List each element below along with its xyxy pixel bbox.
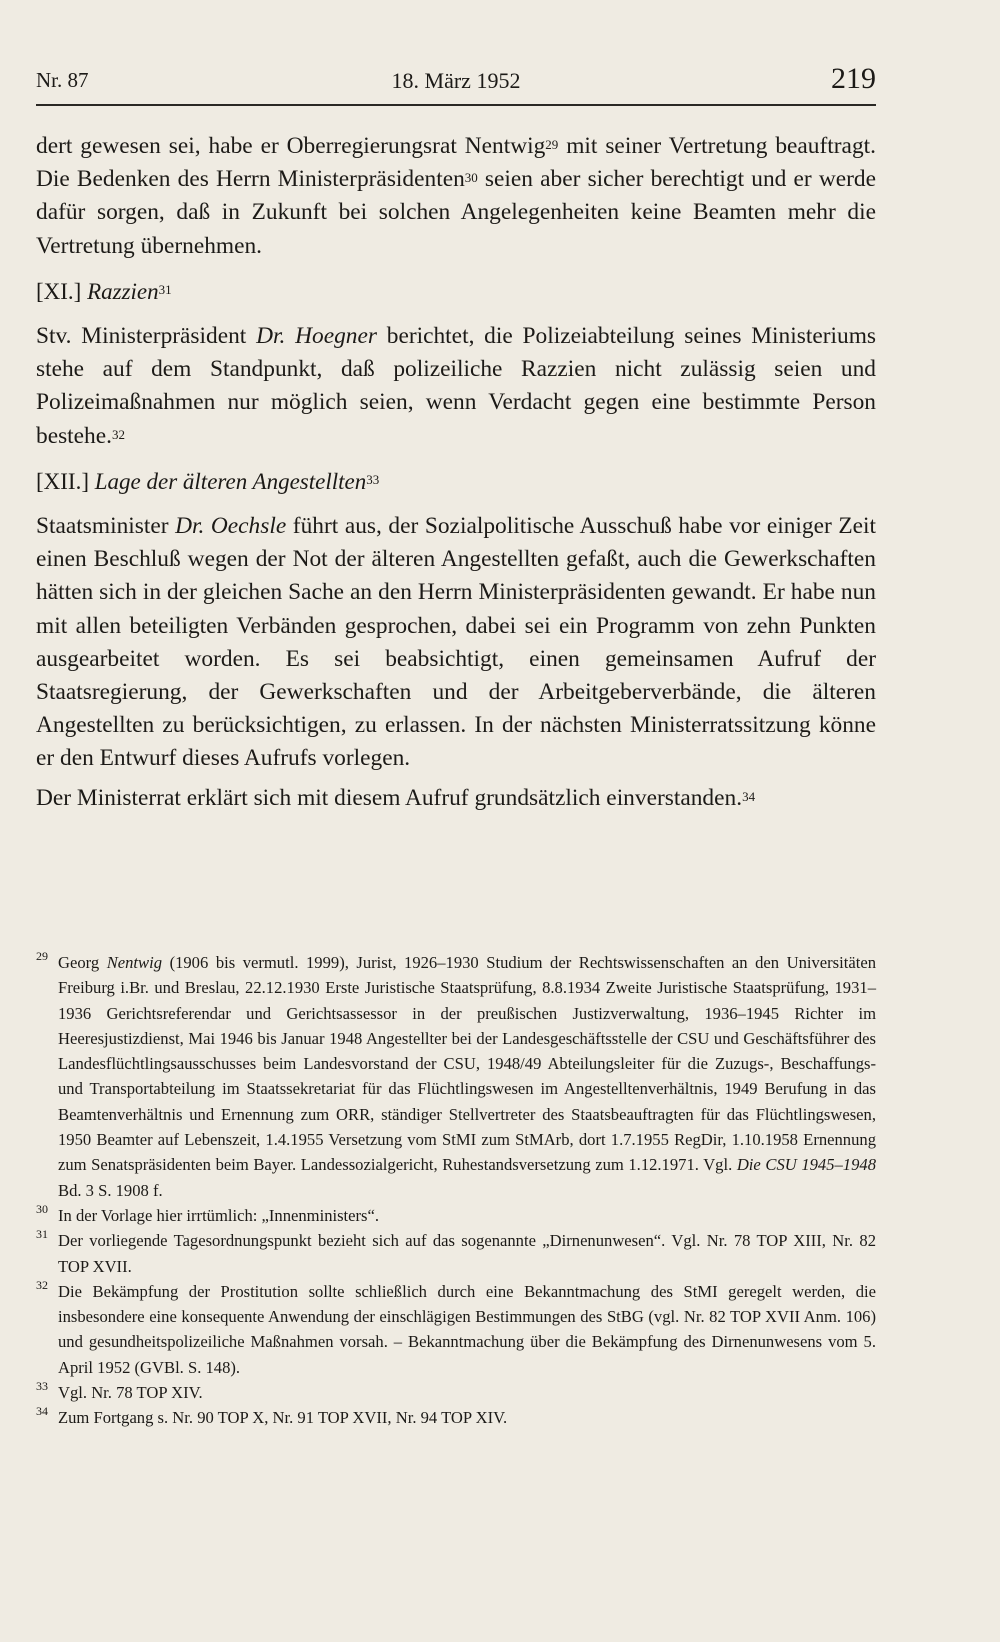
heading-title: Razzien xyxy=(87,278,159,304)
page-number: 219 xyxy=(831,62,876,95)
heading-number: [XI.] xyxy=(36,278,88,304)
footnote-ref-29: 29 xyxy=(545,137,559,152)
footnote-number: 34 xyxy=(36,1404,48,1419)
paragraph-resolution xyxy=(36,782,876,815)
text-run: führt aus, der Sozialpolitische Ausschuß habe vor einiger Zeit einen Beschluß wegen der Not der älteren Angestellten gefaßt, auch die Gewerkschaften hätten sich in der gleichen Sache an den Herrn Ministerpräsidenten gewandt. Er habe nun mit allen beteiligten Verbänden gesprochen, dabei sei ein Programm von zehn Punkten ausgearbeitet worden. Es sei beabsichtigt, einen gemeinsamen Aufruf der Staatsregierung, der Gewerkschaften und der Arbeitgeberverbände, die älteren Angestellten zu berücksichtigen, zu erlassen. In der nächsten Ministerratssitzung könne er den Entwurf dieses Aufrufs vorlegen. xyxy=(36,513,876,772)
footnote-ref-34: 34 xyxy=(742,788,756,804)
speaker-name: Dr. Hoegner xyxy=(256,323,377,350)
document-number: Nr. 87 xyxy=(36,68,89,92)
text-run: Staatsminister xyxy=(36,513,176,540)
footnote-ref-30: 30 xyxy=(464,170,478,186)
person-name: Nentwig xyxy=(106,953,163,972)
text-run: mit seiner Vertretung beauftragt. Die Bedenken des Herrn Ministerpräsidenten xyxy=(36,133,876,193)
text-run: berichtet, die Polizeiabteilung seines Ministeriums stehe auf dem Standpunkt, daß polizeiliche Razzien nicht zulässig seien und Polizeimaßnahmen nur möglich seien, wenn Verdacht gegen eine bestimmte Person bestehe. xyxy=(36,323,877,449)
footnote-31 xyxy=(36,1228,876,1279)
footnote-number: 29 xyxy=(36,949,48,963)
text-run: Der Ministerrat erklärt sich mit diesem Aufruf grundsätzlich einverstanden. xyxy=(36,784,743,811)
paragraph-hoegner xyxy=(36,320,876,453)
running-header xyxy=(36,62,876,106)
footnote-ref-32: 32 xyxy=(112,426,125,442)
text-run: (1906 bis vermutl. 1999), Jurist, 1926–1930 Studium der Rechtswissenschaften an den Universitäten Freiburg i.Br. und Breslau, 22.12.1930 Erste Juristische Staatsprüfung, 8.8.1934 Zweite Juristische Staatsprüfung, 1931–1936 Gerichtsreferendar und Gerichtsassessor in der preußischen Justizverwaltung, 1936–1945 Richter im Heeresjustizdienst, Mai 1946 bis Januar 1948 Angestellter bei der Landesgeschäftsstelle der CSU und Geschäftsführer des Landesflüchtlingsausschusses beim Landesvorstand der CSU, 1948/49 Abteilungsleiter für die Zuzugs-, Beschaffungs- und Transportabteilung im Staatssekretariat für das Flüchtlingswesen im Angestelltenverhältnis, 1949 Berufung in das Beamtenverhältnis und Ernennung zum ORR, ständiger Stellvertreter des Staatsbeauftragten für das Flüchtlingswesen, 1950 Beamter auf Lebenszeit, 1.4.1955 Versetzung vom StMI zum StMArb, dort 1.7.1955 RegDir, 1.10.1958 Ernennung zum Senatspräsidenten beim Bayer. Landessozialgericht, Ruhestandsversetzung zum 1.12.1971. Vgl. xyxy=(58,953,876,1175)
footnote-text: Der vorliegende Tagesordnungspunkt bezieht sich auf das sogenannte „Dirnenunwesen“. Vgl. Nr. 78 TOP XIII, Nr. 82 TOP XVII. xyxy=(58,1231,876,1276)
text-run: Stv. Ministerpräsident xyxy=(36,323,257,350)
footnote-34 xyxy=(36,1405,876,1430)
speaker-name: Dr. Oechsle xyxy=(175,513,287,540)
footnote-ref-31: 31 xyxy=(158,281,172,297)
footnotes xyxy=(36,950,876,1431)
text-run: dert gewesen sei, habe er Oberregierungsrat Nentwig xyxy=(36,133,546,159)
footnote-text: In der Vorlage hier irrtümlich: „Innenministers“. xyxy=(58,1205,380,1225)
heading-title: Lage der älteren Angestellten xyxy=(94,468,367,494)
footnote-text: Vgl. Nr. 78 TOP XIV. xyxy=(58,1383,203,1403)
heading-number: [XII.] xyxy=(36,468,95,494)
agenda-heading-xii xyxy=(36,465,876,498)
text-run: Georg xyxy=(58,953,107,972)
footnote-number: 30 xyxy=(36,1201,48,1216)
text-run: seien aber sicher berechtigt und er werde dafür sorgen, daß in Zukunft bei solchen Angelegenheiten keine Beamten mehr die Vertretung übernehmen. xyxy=(36,166,876,259)
footnote-text: Die Bekämpfung der Prostitution sollte schließlich durch eine Bekanntmachung des StMI geregelt werden, die insbesondere eine konsequente Anwendung der einschlägigen Bestimmungen des StBG (vgl. Nr. 82 TOP XVII Anm. 106) und gesundheitspolizeiliche Maßnahmen vorsah. – Bekanntmachung über die Bekämpfung des Dirnenunwesens vom 5. April 1952 (GVBl. S. 148). xyxy=(58,1281,876,1377)
paragraph-oechsle xyxy=(36,510,876,776)
footnote-number: 32 xyxy=(36,1277,48,1292)
book-title: Die CSU 1945–1948 xyxy=(736,1155,876,1175)
paragraph-continuation xyxy=(36,130,876,263)
footnote-32 xyxy=(36,1279,876,1380)
footnote-text xyxy=(58,950,876,1203)
header-date: 18. März 1952 xyxy=(391,68,521,93)
text-run: Bd. 3 S. 1908 f. xyxy=(58,1180,163,1200)
footnote-33 xyxy=(36,1380,876,1405)
agenda-heading-xi xyxy=(36,275,876,308)
footnote-30 xyxy=(36,1203,876,1228)
footnote-number: 31 xyxy=(36,1227,48,1242)
footnote-text: Zum Fortgang s. Nr. 90 TOP X, Nr. 91 TOP XVII, Nr. 94 TOP XIV. xyxy=(58,1408,508,1428)
main-text xyxy=(36,130,876,815)
footnote-29 xyxy=(36,950,876,1203)
footnote-number: 33 xyxy=(36,1379,48,1394)
footnote-ref-33: 33 xyxy=(366,471,380,487)
